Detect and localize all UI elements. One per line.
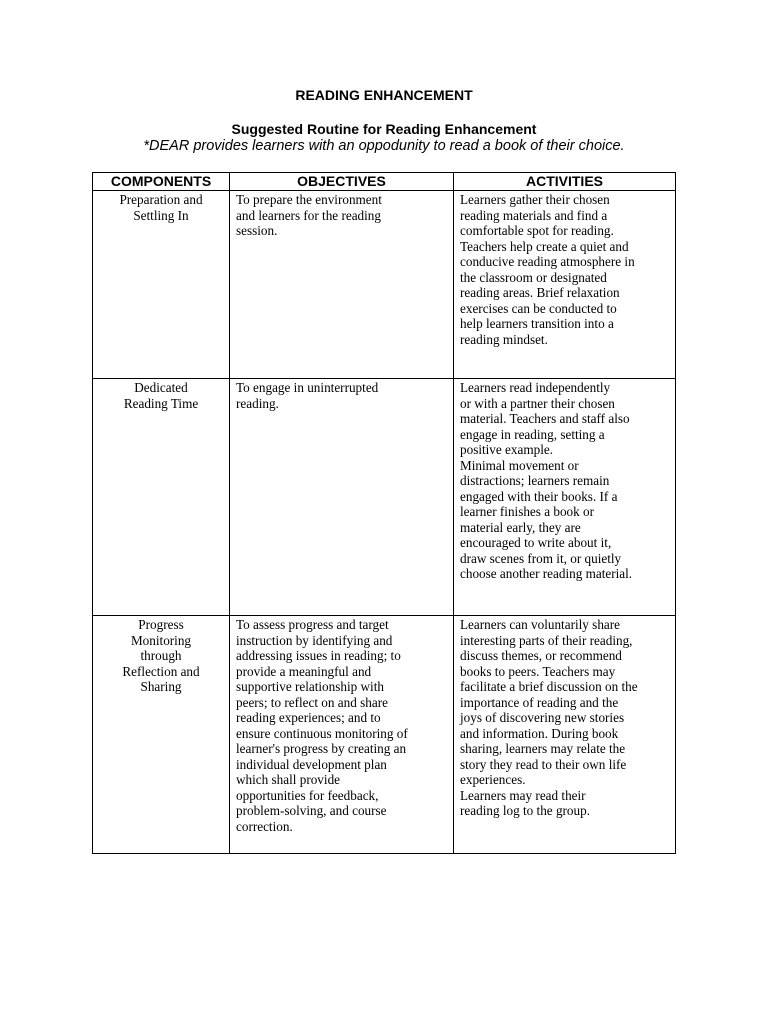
cell-text-line: story they read to their own life xyxy=(460,756,627,772)
cell-text-line: experiences. xyxy=(460,772,526,787)
cell-text-line: reading mindset. xyxy=(460,331,548,347)
cell-text-line: importance of reading and the xyxy=(460,694,619,710)
cell-text-line: through xyxy=(140,648,182,663)
header-objectives: OBJECTIVES xyxy=(230,173,454,191)
cell-text-line: Monitoring xyxy=(130,632,192,648)
cell-text-line: Learners read independently xyxy=(460,380,611,395)
component-cell xyxy=(93,191,230,379)
cell-text-line: engaged with their books. If a xyxy=(460,488,618,504)
objective-cell xyxy=(230,191,454,379)
document-note: *DEAR provides learners with an oppodunity to read a book of their choice. xyxy=(143,138,625,154)
cell-text-line: exercises can be conducted to xyxy=(460,300,617,316)
cell-text-line: peers; to reflect on and share xyxy=(236,694,388,710)
cell-text-line: or with a partner their chosen xyxy=(460,395,615,411)
cell-text-line: facilitate a brief discussion on the xyxy=(460,679,638,694)
cell-text-line: instruction by identifying and xyxy=(236,632,393,648)
cell-text-line: Reading Time xyxy=(123,395,199,411)
cell-text-line: Reflection and xyxy=(122,663,200,679)
cell-text-line: interesting parts of their reading, xyxy=(460,632,633,648)
cell-text-line: help learners transition into a xyxy=(460,316,614,331)
cell-text-line: conducive reading atmosphere in xyxy=(460,254,635,269)
cell-text-line: supportive relationship with xyxy=(236,679,384,694)
cell-text-line: the classroom or designated xyxy=(460,269,607,285)
cell-text-line: reading log to the group. xyxy=(460,803,591,818)
cell-text-line: To engage in uninterrupted xyxy=(236,380,379,395)
table-row xyxy=(93,191,676,379)
cell-text-line: reading. xyxy=(236,395,279,411)
cell-text-line: Teachers help create a quiet and xyxy=(460,238,629,254)
cell-text-line: reading materials and find a xyxy=(460,207,608,223)
table-header-row xyxy=(93,173,676,191)
cell-text-line: books to peers. Teachers may xyxy=(460,663,616,679)
cell-text-line: positive example. xyxy=(460,442,554,457)
cell-text-line: encouraged to write about it, xyxy=(460,535,612,550)
objective-cell xyxy=(230,379,454,616)
cell-text-line: session. xyxy=(236,223,278,238)
cell-text-line: discuss themes, or recommend xyxy=(460,648,622,663)
activity-cell xyxy=(454,191,676,379)
cell-text-line: Settling In xyxy=(133,207,189,223)
cell-text-line: correction. xyxy=(236,818,293,834)
cell-text-line: Progress xyxy=(138,617,184,632)
document-title: READING ENHANCEMENT xyxy=(295,87,473,103)
objective-cell xyxy=(230,616,454,854)
cell-text-line: Preparation and xyxy=(119,192,203,207)
cell-text-line: Minimal movement or xyxy=(460,457,579,473)
cell-text-line: joys of discovering new stories xyxy=(460,710,625,725)
cell-text-line: addressing issues in reading; to xyxy=(236,648,401,663)
cell-text-line: reading experiences; and to xyxy=(236,710,381,725)
document-subtitle: Suggested Routine for Reading Enhancement xyxy=(231,121,537,137)
cell-text-line: To prepare the environment xyxy=(236,192,382,207)
cell-text-line: draw scenes from it, or quietly xyxy=(460,550,622,566)
component-cell xyxy=(93,379,230,616)
cell-text-line: problem-solving, and course xyxy=(236,803,387,818)
cell-text-line: individual development plan xyxy=(236,756,387,772)
cell-text-line: distractions; learners remain xyxy=(460,473,610,488)
cell-text-line: reading areas. Brief relaxation xyxy=(460,285,620,300)
table-row xyxy=(93,616,676,854)
cell-text-line: sharing, learners may relate the xyxy=(460,741,626,756)
routine-table xyxy=(92,172,676,854)
cell-text-line: opportunities for feedback, xyxy=(236,787,379,803)
cell-text-line: ensure continuous monitoring of xyxy=(236,725,408,741)
cell-text-line: learner finishes a book or xyxy=(460,504,595,519)
component-cell xyxy=(93,616,230,854)
activity-cell xyxy=(454,616,676,854)
cell-text-line: provide a meaningful and xyxy=(236,663,372,679)
header-activities: ACTIVITIES xyxy=(454,173,676,191)
cell-text-line: and information. During book xyxy=(460,725,619,741)
table-row xyxy=(93,379,676,616)
cell-text-line: learner's progress by creating an xyxy=(236,741,407,756)
activity-cell xyxy=(454,379,676,616)
cell-text-line: comfortable spot for reading. xyxy=(460,223,614,238)
cell-text-line: engage in reading, setting a xyxy=(460,426,605,442)
header-components: COMPONENTS xyxy=(93,173,230,191)
cell-text-line: Learners may read their xyxy=(460,787,586,803)
cell-text-line: Sharing xyxy=(140,679,182,694)
cell-text-line: material. Teachers and staff also xyxy=(460,411,630,426)
cell-text-line: Learners gather their chosen xyxy=(460,192,610,207)
cell-text-line: material early, they are xyxy=(460,519,581,535)
cell-text-line: Dedicated xyxy=(134,380,188,395)
cell-text-line: which shall provide xyxy=(236,772,341,787)
cell-text-line: choose another reading material. xyxy=(460,566,633,581)
cell-text-line: and learners for the reading xyxy=(236,207,381,223)
cell-text-line: Learners can voluntarily share xyxy=(460,617,621,632)
cell-text-line: To assess progress and target xyxy=(236,617,389,632)
